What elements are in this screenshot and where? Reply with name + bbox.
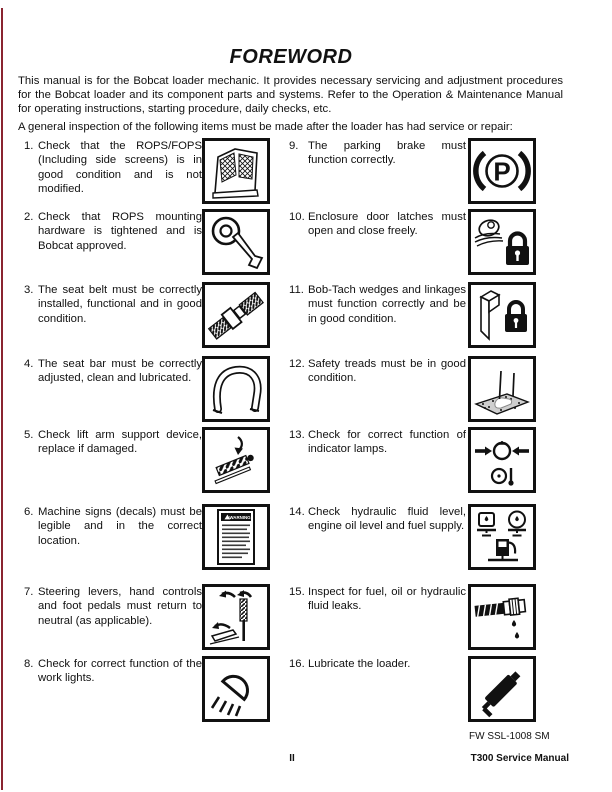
item-number: 9. — [289, 140, 299, 152]
item-number: 10. — [289, 211, 305, 223]
item-number: 3. — [24, 284, 34, 296]
seat-belt-icon — [202, 282, 270, 348]
item-text: Check lift arm support device, replace if damaged. — [38, 429, 202, 456]
page-number: II — [289, 753, 295, 764]
item-number: 8. — [24, 658, 34, 670]
item-text: The parking brake must function correctly. — [308, 140, 466, 167]
rops-cab-icon — [202, 138, 270, 204]
list-item-7 — [24, 585, 202, 628]
warning-decal-icon — [202, 504, 270, 570]
fluid-leak-icon — [468, 584, 536, 650]
item-number: 4. — [24, 358, 34, 370]
list-item-8 — [24, 657, 202, 686]
list-item-16 — [289, 657, 466, 671]
page-edge-line — [1, 8, 3, 790]
seat-bar-icon — [202, 356, 270, 422]
item-text: Steering levers, hand controls and foot pedals must return to neutral (as applicable). — [38, 586, 202, 627]
list-item-4 — [24, 357, 202, 386]
decal-label: WARNING — [229, 515, 251, 520]
list-item-1 — [24, 139, 202, 197]
parking-brake-letter: P — [493, 156, 511, 187]
item-number: 16. — [289, 658, 305, 670]
list-item-2 — [24, 210, 202, 253]
list-item-5 — [24, 428, 202, 457]
item-number: 7. — [24, 586, 34, 598]
item-number: 12. — [289, 358, 305, 370]
fluid-level-icon — [468, 504, 536, 570]
item-text: The seat bar must be correctly adjusted, clean and lubricated. — [38, 358, 202, 385]
item-text: Check that ROPS mounting hardware is tightened and is Bobcat approved. — [38, 211, 202, 252]
list-item-14 — [289, 505, 466, 534]
lift-arm-support-icon — [202, 427, 270, 493]
parking-brake-icon — [468, 138, 536, 204]
list-item-15 — [289, 585, 466, 614]
item-number: 11. — [289, 284, 304, 296]
item-number: 6. — [24, 506, 34, 518]
item-number: 13. — [289, 429, 305, 441]
list-item-6 — [24, 505, 202, 548]
list-item-12 — [289, 357, 466, 386]
intro-paragraph: This manual is for the Bobcat loader mechanic. It provides necessary servicing and adjustment procedures for the Bobcat loader and its component parts and systems. Refer to the Operation & Maintenance Manual for operating instructions, starting procedure, daily checks, etc. — [18, 75, 563, 116]
wrench-icon — [202, 209, 270, 275]
list-item-10 — [289, 210, 466, 239]
list-item-11 — [289, 283, 466, 326]
inspection-note: A general inspection of the following items must be made after the loader has had service or repair: — [18, 121, 513, 134]
item-text: Safety treads must be in good condition. — [308, 358, 466, 385]
item-text: The seat belt must be correctly installed, functional and in good condition. — [38, 284, 202, 325]
door-latch-lock-icon — [468, 209, 536, 275]
controls-neutral-icon — [202, 584, 270, 650]
item-text: Check for correct function of indicator lamps. — [308, 429, 466, 456]
item-number: 1. — [24, 140, 34, 152]
item-text: Check hydraulic fluid level, engine oil level and fuel supply. — [308, 506, 466, 533]
grease-gun-icon — [468, 656, 536, 722]
item-text: Enclosure door latches must open and close freely. — [308, 211, 466, 238]
item-text: Lubricate the loader. — [308, 658, 411, 670]
item-text: Check for correct function of the work lights. — [38, 658, 202, 685]
list-item-3 — [24, 283, 202, 326]
list-item-9 — [289, 139, 466, 168]
bob-tach-wedge-icon — [468, 282, 536, 348]
manual-title: T300 Service Manual — [470, 753, 569, 764]
indicator-lamp-icon — [468, 427, 536, 493]
item-number: 15. — [289, 586, 305, 598]
safety-tread-icon — [468, 356, 536, 422]
work-light-icon — [202, 656, 270, 722]
page-title: FOREWORD — [229, 46, 353, 69]
item-text: Machine signs (decals) must be legible and in the correct location. — [38, 506, 202, 547]
list-item-13 — [289, 428, 466, 457]
item-text: Check that the ROPS/FOPS (Including side screens) is in good condition and is not modified. — [38, 140, 202, 196]
item-text: Inspect for fuel, oil or hydraulic fluid leaks. — [308, 586, 466, 613]
figure-ref: FW SSL-1008 SM — [469, 731, 550, 742]
item-text: Bob-Tach wedges and linkages must function correctly and be in good condition. — [308, 284, 466, 325]
item-number: 14. — [289, 506, 305, 518]
item-number: 2. — [24, 211, 34, 223]
item-number: 5. — [24, 429, 34, 441]
